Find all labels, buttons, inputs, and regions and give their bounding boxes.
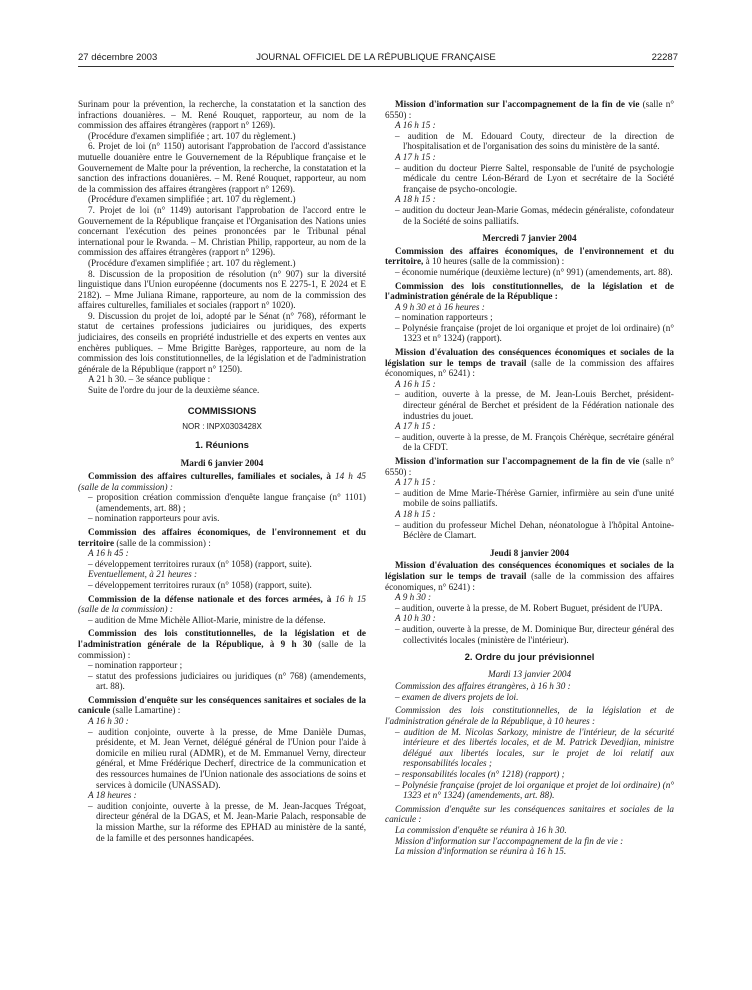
time-label: A 16 h 45 : xyxy=(88,548,129,559)
paragraph: Surinam pour la prévention, la recherche, la constatation et la sanction des infractions douanières. – M. René Rouquet, rapporteur, au nom de la commission des affaires étrangères (rapport n° 1269). xyxy=(78,99,366,131)
agenda-item: – audition conjointe, ouverte à la presse, de M. Jean-Jacques Trégoat, directeur général de la DGAS, et M. Jean-Marie Palach, responsable de la mission Marthe, sur la réforme des EPHAD au ministère de la santé, de la famille et des personnes handicapées. xyxy=(88,800,366,843)
agenda-item: – Polynésie française (projet de loi organique et projet de loi ordinaire) (n° 1323 et n° 1324) (rapport). xyxy=(395,322,674,344)
agenda-item: – audition conjointe, ouverte à la presse, de Mme Danièle Dumas, présidente, et M. Jean Vernet, délégué général de l'Union pour l'aide à domicile en milieu rural (ADMR), et de M. Emmanuel Verny, directeur général, et Mme Frédérique Decherf, directrice de la communication et des ressources humaines de l'Union nationale des associations de soins et services à domicile (UNASSAD). xyxy=(88,726,366,790)
time-label: A 17 h 15 : xyxy=(395,477,436,488)
date-heading: Mardi 6 janvier 2004 xyxy=(180,458,264,469)
paragraph: 6. Projet de loi (n° 1150) autorisant l'approbation de l'accord d'assistance mutuelle douanière entre le Gouvernement de la République française et le Gouvernement de Malte pour la prévention, la recherche, la constatation et la sanction des infractions douanières. – M. René Rouquet, rapporteur, au nom de la commission des affaires étrangères (rapport n° 1269). xyxy=(78,141,366,194)
agenda-item: – audition du docteur Pierre Saltel, responsable de l'unité de psychologie médicale du centre Léon-Bérard de Lyon et secrétaire de la Société française de psycho-oncologie. xyxy=(395,162,674,194)
agenda-item: – économie numérique (deuxième lecture) (n° 991) (amendements, art. 88). xyxy=(395,266,673,277)
commission-title: Mission d'évaluation des conséquences économiques et sociales de la législation sur le temps de travail xyxy=(385,560,674,581)
date-heading: Jeudi 8 janvier 2004 xyxy=(489,547,570,558)
section-title: COMMISSIONS xyxy=(187,405,257,417)
header-page-number: 22287 xyxy=(651,52,678,63)
commission-title: Commission d'enquête sur les conséquences sanitaires et sociales de la canicule : xyxy=(385,803,674,825)
commission-room: à 10 heures (salle de la commission) : xyxy=(425,256,565,267)
time-label: A 9 h 30 et à 16 heures : xyxy=(395,301,485,312)
header-date: 27 décembre 2003 xyxy=(78,52,158,63)
time-label: A 10 h 30 : xyxy=(395,613,436,624)
commission-title: Commission d'enquête sur les conséquences sanitaires et sociales de la canicule xyxy=(78,694,366,716)
agenda-item: – responsabilités locales (n° 1218) (rapport) ; xyxy=(395,769,565,780)
time-label: A 18 h 15 : xyxy=(395,508,436,519)
time-label: A 16 h 30 : xyxy=(88,716,129,727)
time-label: A 17 h 15 : xyxy=(395,151,436,162)
agenda-item: – développement territoires ruraux (n° 1058) (rapport, suite). xyxy=(88,558,312,569)
right-column xyxy=(385,99,674,857)
agenda-item: – audition, ouverte à la presse, de M. François Chérèque, secrétaire général de la CFDT. xyxy=(395,431,674,453)
commission-title: Mission d'information sur l'accompagnement de la fin de vie xyxy=(395,456,640,466)
commission-title: Commission des affaires économiques, de l'environnement et du territoire xyxy=(78,526,366,548)
time-label: Eventuellement, à 21 heures : xyxy=(88,569,198,580)
agenda-item: – examen de divers projets de loi. xyxy=(395,691,519,702)
agenda-item: – audition du professeur Michel Dehan, néonatologue à l'hôpital Antoine-Béclère de Clamart. xyxy=(395,519,674,541)
agenda-item: – nomination rapporteurs ; xyxy=(395,312,493,323)
agenda-item: – audition de M. Edouard Couty, directeur de la direction de l'hospitalisation et de l'organisation des soins du ministère de la santé. xyxy=(395,130,674,152)
time-label: A 9 h 30 : xyxy=(395,592,432,603)
commission-title: Commission des affaires culturelles, familiales et sociales, à xyxy=(88,471,332,481)
header-journal-title: JOURNAL OFFICIEL DE LA RÉPUBLIQUE FRANÇAISE xyxy=(256,52,496,63)
paragraph: 8. Discussion de la proposition de résolution (n° 907) sur la diversité linguistique dans l'Union européenne (documents nos E 2275-1, E 2024 et E 2182). – Mme Juliana Rimane, rapporteure, au nom de la commission des affaires culturelles, familiales et sociales (rapport n° 1020). xyxy=(78,268,366,311)
agenda-item: – développement territoires ruraux (n° 1058) (rapport, suite). xyxy=(88,579,312,590)
agenda-item: – audition, ouverte à la presse, de M. Dominique Bur, directeur général des collectivités locales (ministère de l'intérieur). xyxy=(395,623,674,645)
commission-room: (salle de la commission) : xyxy=(78,638,366,660)
time-label: A 16 h 15 : xyxy=(395,378,436,389)
commission-title: Commission des affaires économiques, de l'environnement et du territoire, xyxy=(385,245,674,267)
commission-room: (salle de la commission des affaires économiques, n° 6241) : xyxy=(385,357,675,379)
commission-time: 16 h 15 (salle de la commission) : xyxy=(78,593,367,615)
agenda-item: – audition, ouverte à la presse, de M. Jean-Louis Berchet, président-directeur général de Berchet et président de la Fédération nationale des industries du jouet. xyxy=(395,389,674,421)
agenda-item: – nomination rapporteur ; xyxy=(88,660,183,671)
date-heading: Mardi 13 janvier 2004 xyxy=(487,668,572,679)
paragraph: 9. Discussion du projet de loi, adopté par le Sénat (n° 768), réformant le statut de certaines professions judiciaires ou juridiques, des experts judiciaires, des conseils en propriété industrielle et des experts en ventes aux enchères publiques. – Mme Brigitte Barèges, rapporteure, au nom de la commission des lois constitutionnelles, de la législation et de l'administration générale de la République (rapport n° 1250). xyxy=(78,310,366,374)
agenda-item: – audition de Mme Michèle Alliot-Marie, ministre de la défense. xyxy=(88,614,326,625)
commission-room: (salle n° 6550) : xyxy=(385,456,674,477)
paragraph: 7. Projet de loi (n° 1149) autorisant l'approbation de l'accord entre le Gouvernement de la République française et l'Organisation des Nations unies concernant l'exécution des peines prononcées par le Tribunal pénal international pour le Rwanda. – M. Christian Philip, rapporteur, au nom de la commission des affaires étrangères (rapport n° 1296). xyxy=(78,204,366,258)
commission-room: (salle n° 6550) : xyxy=(385,99,674,120)
commission-time: 14 h 45 (salle de la commission) : xyxy=(78,471,366,492)
time-label: A 18 heures : xyxy=(88,790,137,801)
left-column xyxy=(78,99,366,843)
commission-title: Commission des affaires étrangères, à 16 h 30 : xyxy=(395,681,571,692)
agenda-item: – audition de Mme Marie-Thérèse Garnier, infirmière au sein d'une unité mobile de soins palliatifs. xyxy=(395,487,674,509)
agenda-note: La commission d'enquête se réunira à 16 h 30. xyxy=(395,825,567,835)
commission-title: Mission d'évaluation des conséquences économiques et sociales de la législation sur le temps de travail xyxy=(385,347,674,368)
time-label: A 17 h 15 : xyxy=(395,421,436,432)
commission-title: Commission des lois constitutionnelles, de la législation et de l'administration générale de la République, à 9 h 30 xyxy=(78,628,366,649)
commission-title: Commission des lois constitutionnelles, de la législation et de l'administration générale de la République : xyxy=(385,280,674,302)
subsection-title: 1. Réunions xyxy=(195,439,249,451)
commission-room: (salle Lamartine) : xyxy=(112,705,181,716)
paragraph: (Procédure d'examen simplifiée ; art. 107 du règlement.) xyxy=(88,130,296,141)
date-heading: Mercredi 7 janvier 2004 xyxy=(482,233,577,244)
agenda-item: – proposition création commission d'enquête langue française (n° 1101) (amendements, art. 88) ; xyxy=(88,492,366,513)
commission-title: Mission d'information sur l'accompagnement de la fin de vie xyxy=(395,99,640,109)
agenda-item: – audition du docteur Jean-Marie Gomas, médecin généraliste, cofondateur de la Société de soins palliatifs. xyxy=(395,204,674,226)
agenda-item: – audition de M. Nicolas Sarkozy, ministre de l'intérieur, de la sécurité intérieure et des libertés locales, et de M. Patrick Devedjian, ministre délégué aux libertés locales, sur le projet de loi relatif aux responsabilités locales ; xyxy=(395,726,674,769)
header-rule xyxy=(78,66,674,67)
agenda-item: – Polynésie française (projet de loi organique et projet de loi ordinaire) (n° 1323 et n° 1324) (amendements, art. 88). xyxy=(395,779,674,801)
subsection-title: 2. Ordre du jour prévisionnel xyxy=(464,652,595,664)
commission-title: Commission des lois constitutionnelles, de la législation et de l'administration générale de la République, à 10 heures : xyxy=(385,705,674,727)
agenda-item: – nomination rapporteurs pour avis. xyxy=(88,513,220,524)
commission-title: Mission d'information sur l'accompagnement de la fin de vie : xyxy=(395,835,624,846)
agenda-item: – audition, ouverte à la presse, de M. Robert Buguet, président de l'UPA. xyxy=(395,602,663,613)
page-header xyxy=(0,52,752,66)
agenda-note: La mission d'information se réunira à 16 h 15. xyxy=(395,846,567,857)
paragraph: (Procédure d'examen simplifiée ; art. 107 du règlement.) xyxy=(88,257,296,268)
nor-reference: NOR : INPX0303428X xyxy=(182,422,262,432)
time-label: A 16 h 15 : xyxy=(395,120,436,131)
commission-room: (salle de la commission des affaires économiques, n° 6241) : xyxy=(385,570,675,592)
agenda-item: – statut des professions judiciaires ou juridiques (n° 768) (amendements, art. 88). xyxy=(88,670,366,692)
commission-title: Commission de la défense nationale et des forces armées, à xyxy=(88,593,332,604)
paragraph: A 21 h 30. – 3e séance publique : xyxy=(88,374,211,385)
paragraph: (Procédure d'examen simplifiée ; art. 107 du règlement.) xyxy=(88,194,296,205)
time-label: A 18 h 15 : xyxy=(395,194,436,205)
commission-room: (salle de la commission) : xyxy=(116,537,211,548)
paragraph: Suite de l'ordre du jour de la deuxième séance. xyxy=(88,385,260,396)
